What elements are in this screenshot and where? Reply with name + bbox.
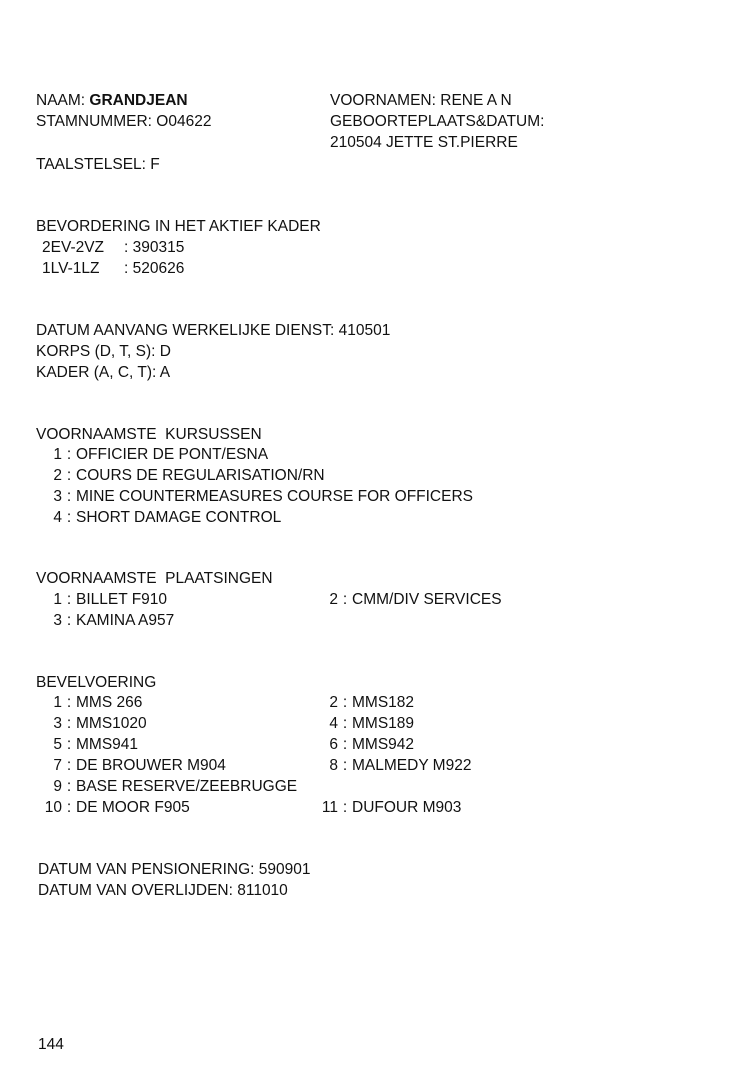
bevordering-row: 1LV-1LZ : 520626 (42, 260, 185, 277)
list-item: 9 : BASE RESERVE/ZEEBRUGGE (53, 778, 298, 795)
stamnummer-label: STAMNUMMER: (36, 113, 152, 130)
kader: KADER (A, C, T): A (36, 364, 171, 381)
date: 390315 (132, 239, 185, 256)
grade: 2EV-2VZ (42, 239, 105, 256)
list-item: 1 : BILLET F910 (53, 591, 168, 608)
bevordering-row: 2EV-2VZ : 390315 (42, 239, 185, 256)
list-item: 2 : MMS182 (329, 694, 415, 711)
geboorte-value: 210504 JETTE ST.PIERRE (330, 134, 518, 151)
list-item: 11 : DUFOUR M903 (321, 799, 462, 816)
list-item: 3 : MMS1020 (53, 715, 147, 732)
list-item: 5 : MMS941 (53, 736, 139, 753)
geboorte-label: GEBOORTEPLAATS&DATUM: (330, 113, 545, 130)
naam-line (36, 90, 188, 111)
voornamen-value: RENE A N (440, 92, 512, 109)
taalstelsel-label: TAALSTELSEL: (36, 156, 146, 173)
plaatsingen-title: VOORNAAMSTE PLAATSINGEN (36, 570, 273, 587)
date: 520626 (132, 260, 185, 277)
list-item: 4 : SHORT DAMAGE CONTROL (53, 509, 282, 526)
list-item: 3 : KAMINA A957 (53, 612, 175, 629)
overlijden: DATUM VAN OVERLIJDEN: 811010 (38, 882, 288, 899)
naam-label: NAAM: (36, 92, 86, 109)
list-item: 1 : MMS 266 (53, 694, 143, 711)
korps: KORPS (D, T, S): D (36, 343, 171, 360)
stamnummer-value: O04622 (156, 113, 212, 130)
pensionering: DATUM VAN PENSIONERING: 590901 (38, 861, 311, 878)
list-item: 7 : DE BROUWER M904 (53, 757, 226, 774)
list-item: 4 : MMS189 (329, 715, 415, 732)
list-item: 1 : OFFICIER DE PONT/ESNA (53, 446, 269, 463)
aanvang-dienst: DATUM AANVANG WERKELIJKE DIENST: 410501 (36, 322, 391, 339)
voornamen-label: VOORNAMEN: (330, 92, 436, 109)
page-number: 144 (38, 1036, 64, 1053)
list-item: 3 : MINE COUNTERMEASURES COURSE FOR OFFICERS (53, 488, 473, 505)
list-item: 8 : MALMEDY M922 (329, 757, 472, 774)
taalstelsel-value: F (150, 156, 160, 173)
list-item: 2 : CMM/DIV SERVICES (329, 591, 502, 608)
bevelvoering-title: BEVELVOERING (36, 674, 157, 691)
stamnummer-line (36, 111, 211, 132)
naam-value: GRANDJEAN (89, 92, 188, 109)
list-item: 6 : MMS942 (329, 736, 415, 753)
kursussen-title: VOORNAAMSTE KURSUSSEN (36, 426, 262, 443)
list-item: 10 : DE MOOR F905 (44, 799, 190, 816)
bevordering-title: BEVORDERING IN HET AKTIEF KADER (36, 218, 321, 235)
voornamen-line (330, 90, 512, 111)
taalstelsel-line (36, 154, 160, 175)
grade: 1LV-1LZ (42, 260, 100, 277)
list-item: 2 : COURS DE REGULARISATION/RN (53, 467, 325, 484)
